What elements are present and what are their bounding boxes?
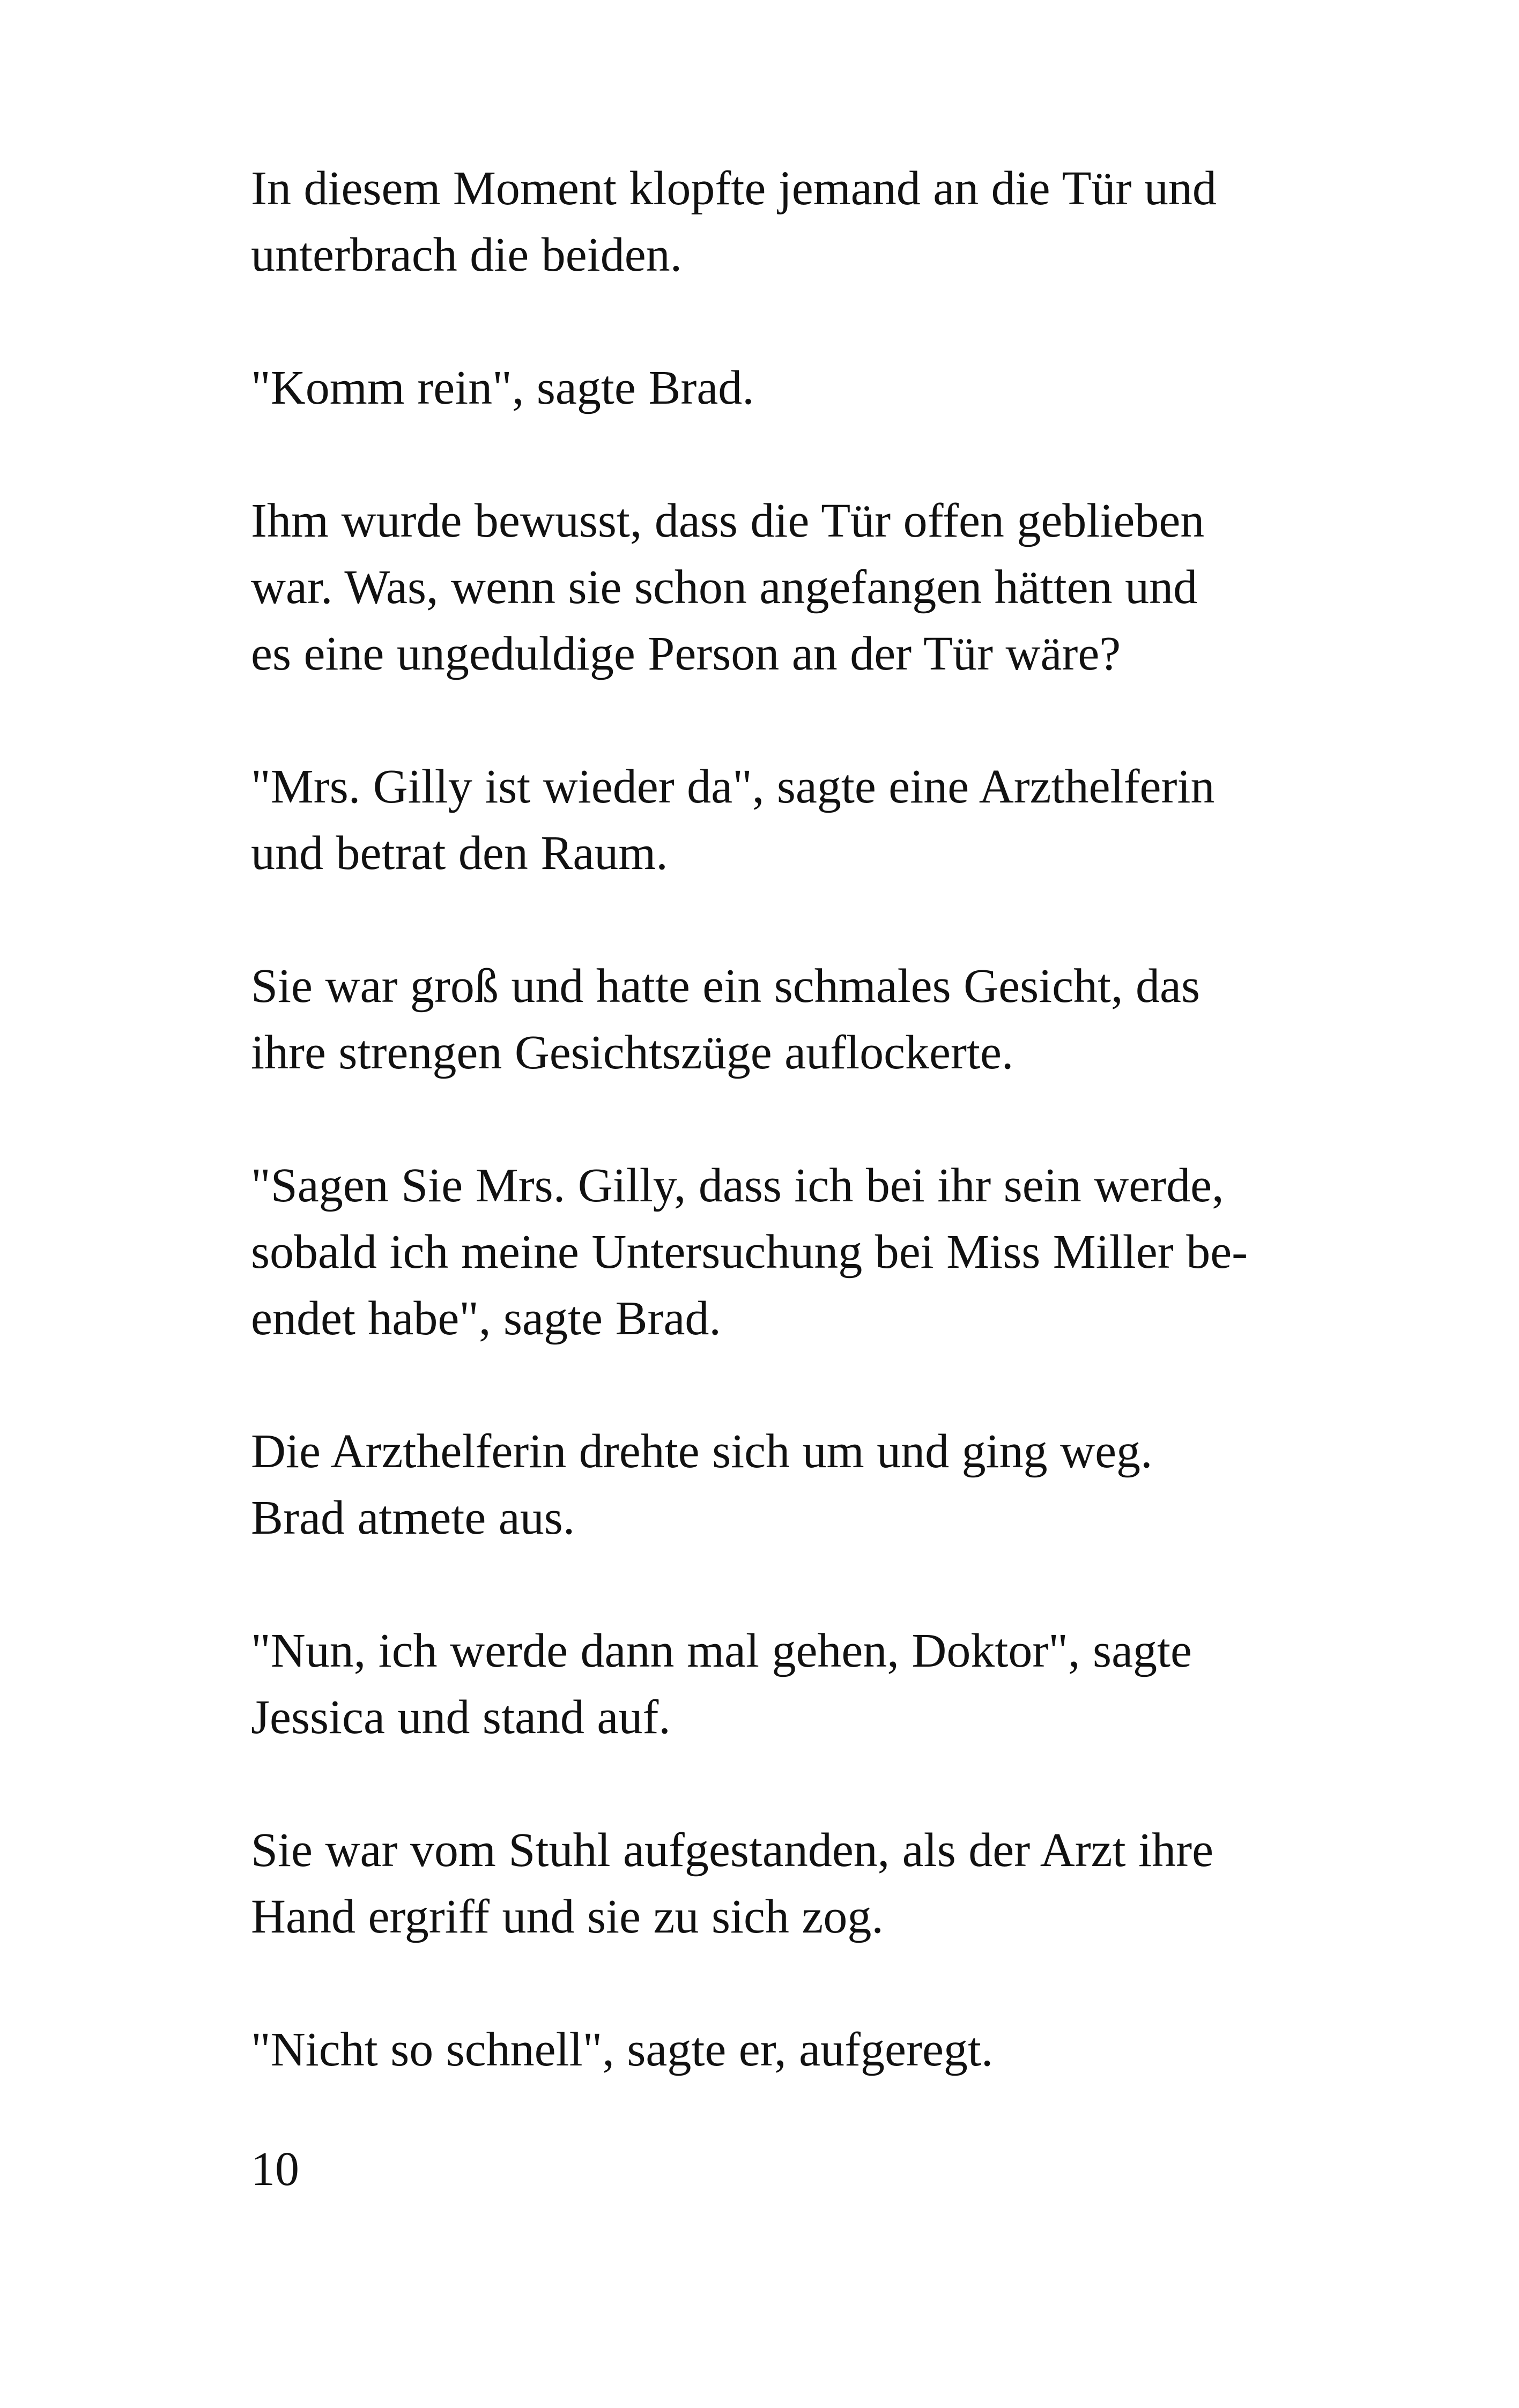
paragraph: [251, 488, 1334, 687]
paragraph: [251, 953, 1334, 1086]
paragraph: [251, 2017, 1334, 2083]
text-line: Ihm wurde bewusst, dass die Tür offen geblieben: [251, 494, 1205, 547]
paragraph: [251, 1817, 1334, 1950]
text-line: "Komm rein", sagte Brad.: [251, 361, 754, 414]
text-line: unterbrach die beiden.: [251, 228, 683, 281]
text-line: "Sagen Sie Mrs. Gilly, dass ich bei ihr sein werde,: [251, 1159, 1224, 1212]
page-number: 10: [251, 2143, 299, 2196]
text-line: "Mrs. Gilly ist wieder da", sagte eine Arzthelferin: [251, 760, 1215, 813]
text-line: "Nun, ich werde dann mal gehen, Doktor", sagte: [251, 1624, 1192, 1677]
text-line: war. Was, wenn sie schon angefangen hätten und: [251, 561, 1198, 614]
text-line: endet habe", sagte Brad.: [251, 1292, 721, 1345]
text-line: Sie war vom Stuhl aufgestanden, als der Arzt ihre: [251, 1824, 1214, 1877]
text-line: ihre strengen Gesichtszüge auflockerte.: [251, 1026, 1014, 1079]
paragraph: [251, 1618, 1334, 1751]
body-text: [251, 155, 1334, 2150]
paragraph: [251, 155, 1334, 288]
text-line: Hand ergriff und sie zu sich zog.: [251, 1890, 884, 1943]
text-line: Sie war groß und hatte ein schmales Gesicht, das: [251, 960, 1201, 1013]
text-line: Jessica und stand auf.: [251, 1691, 671, 1744]
text-line: und betrat den Raum.: [251, 827, 668, 880]
paragraph: [251, 355, 1334, 421]
text-line: In diesem Moment klopfte jemand an die Tür und: [251, 162, 1217, 215]
text-line: "Nicht so schnell", sagte er, aufgeregt.: [251, 2023, 994, 2076]
text-line: Brad atmete aus.: [251, 1491, 575, 1544]
text-line: sobald ich meine Untersuchung bei Miss Miller be-: [251, 1225, 1248, 1279]
text-line: Die Arzthelferin drehte sich um und ging weg.: [251, 1425, 1153, 1478]
paragraph: [251, 1418, 1334, 1551]
paragraph: [251, 1153, 1334, 1352]
paragraph: [251, 754, 1334, 887]
text-line: es eine ungeduldige Person an der Tür wäre?: [251, 627, 1121, 680]
